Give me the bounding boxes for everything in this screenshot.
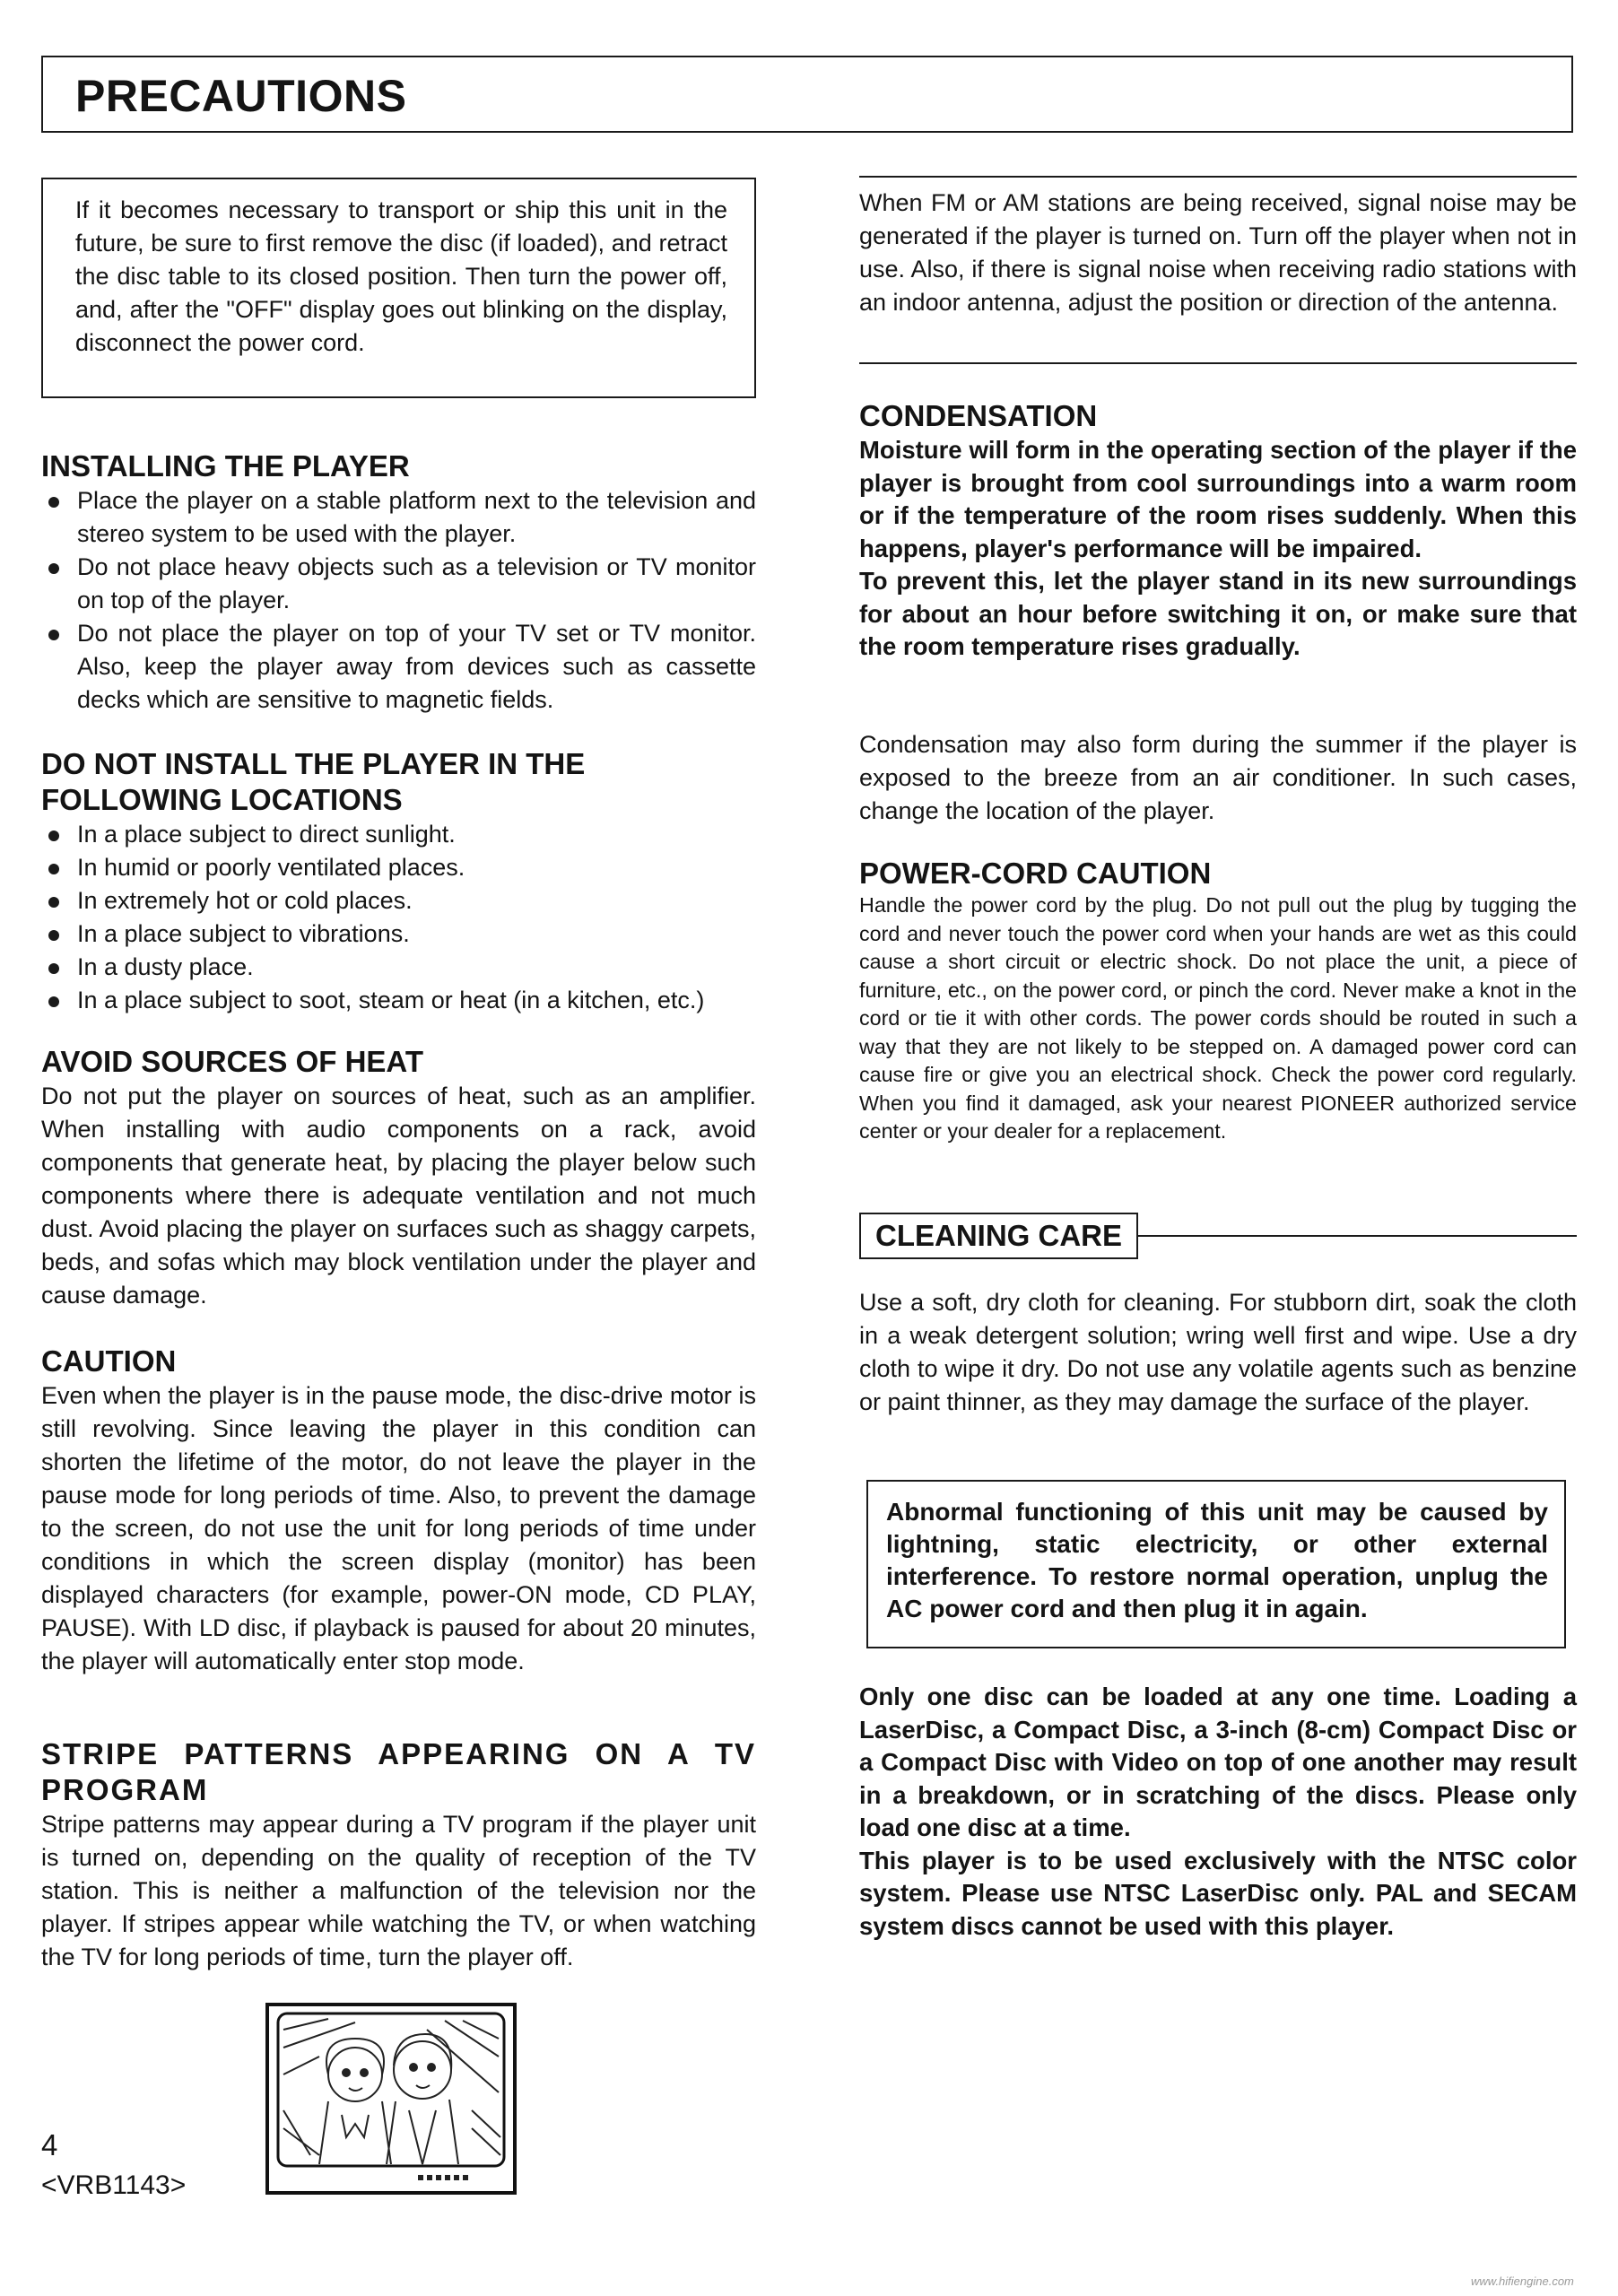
list-item: In a place subject to direct sunlight.: [41, 818, 756, 851]
abnormal-notice-text: Abnormal functioning of this unit may be caused by lightning, static electricity, or other external interference. To restore normal operation, unplug the AC power cord and then plug it in again.: [886, 1498, 1548, 1622]
cleaning-text: Use a soft, dry cloth for cleaning. For stubborn dirt, soak the cloth in a weak detergent solution; wring well first and wipe. Use a dry cloth to wipe it dry. Do not use any volatile agents such as benzine or paint thinner, as they may damage the surface of the player.: [859, 1289, 1577, 1415]
list-item: Do not place the player on top of your TV set or TV monitor. Also, keep the player away from devices such as cassette decks which are sensitive to magnetic fields.: [41, 617, 756, 717]
caution-text: Even when the player is in the pause mode, the disc-drive motor is still revolving. Since leaving the player in this condition can shorten the lifetime of the motor, do not leave the player in the pause mode for long periods of time. Also, to prevent the damage to the screen, do not use the unit for long periods of time under conditions in which the screen display (monitor) has been displayed characters (for example, power-ON mode, CD PLAY, PAUSE). With LD disc, if playback is paused for about 20 minutes, the player will automatically enter stop mode.: [41, 1382, 756, 1674]
list-item: Place the player on a stable platform next to the television and stereo system to be used with the player.: [41, 484, 756, 551]
list-item: In a place subject to vibrations.: [41, 918, 756, 951]
transport-notice-text: If it becomes necessary to transport or ship this unit in the future, be sure to first remove the disc (if loaded), and retract the disc table to its closed position. Then turn the power off, and, after the "OFF" display goes out blinking on the display, disconnect the power cord.: [75, 196, 727, 356]
page-title: PRECAUTIONS: [75, 71, 407, 121]
locations-section: [41, 746, 756, 1017]
disc-note-1: Only one disc can be loaded at any one time. Loading a LaserDisc, a Compact Disc, a 3-inch (8-cm) Compact Disc or a Compact Disc with Video on top of one another may result in a breakdown, or in scratching of the discs. Please only load one disc at a time.: [859, 1683, 1577, 1841]
installing-section: [41, 448, 756, 717]
list-item: Do not place heavy objects such as a television or TV monitor on top of the player.: [41, 551, 756, 617]
cleaning-heading: CLEANING CARE: [859, 1213, 1138, 1259]
heat-heading: AVOID SOURCES OF HEAT: [41, 1045, 423, 1078]
locations-heading: DO NOT INSTALL THE PLAYER IN THE FOLLOWING LOCATIONS: [41, 747, 586, 816]
watermark: www.hifiengine.com: [1471, 2274, 1574, 2288]
disc-note-2: This player is to be used exclusively with the NTSC color system. Please use NTSC LaserDisc only. PAL and SECAM system discs cannot be used with this player.: [859, 1846, 1577, 1940]
transport-notice-box: [41, 178, 756, 398]
cleaning-heading-wrap: [859, 1213, 1577, 1259]
condensation-heading: CONDENSATION: [859, 399, 1098, 432]
condensation-bold-1: Moisture will form in the operating section of the player if the player is brought from cool surroundings into a warm room or if the temperature of the room rises suddenly. When this happens, player's performance will be impaired.: [859, 436, 1577, 562]
abnormal-notice-box: [866, 1480, 1566, 1648]
tv-illustration: [265, 2003, 517, 2195]
condensation-bold-2: To prevent this, let the player stand in its new surroundings for about an hour before switching it on, or make sure that the room temperature rises gradually.: [859, 567, 1577, 660]
list-item: In a dusty place.: [41, 951, 756, 984]
radio-note: [859, 187, 1577, 319]
radio-note-text: When FM or AM stations are being received, signal noise may be generated if the player is turned on. Turn off the player when not in use. Also, if there is signal noise when receiving radio stations with an indoor antenna, adjust the position or direction of the antenna.: [859, 189, 1577, 316]
condensation-text: Condensation may also form during the summer if the player is exposed to the breeze from an air conditioner. In such cases, change the location of the player.: [859, 731, 1577, 824]
power-cord-section: [859, 856, 1577, 1146]
list-item: In extremely hot or cold places.: [41, 884, 756, 918]
disc-notes: [859, 1681, 1577, 1943]
power-cord-text: Handle the power cord by the plug. Do not pull out the plug by tugging the cord and never touch the power cord when your hands are wet as this could cause a short circuit or electric shock. Do not place the unit, a piece of furniture, etc., on the power cord, or pinch the cord. Never make a knot in the cord or tie it with other cords. The power cords should be routed in such a way that they are not likely to be stepped on. A damaged power cord can cause fire or give you an electrical shock. Check the power cord regularly. When you find it damaged, ask your nearest PIONEER authorized service center or your dealer for a replacement.: [859, 893, 1577, 1143]
condensation-extra: [859, 728, 1577, 828]
cleaning-section: [859, 1286, 1577, 1419]
stripe-text: Stripe patterns may appear during a TV program if the player unit is turned on, depending on the quality of reception of the TV station. This is neither a malfunction of the television nor the player. If stripes appear while watching the TV, or when watching the TV for long periods of time, turn the player off.: [41, 1811, 756, 1970]
installing-heading: INSTALLING THE PLAYER: [41, 449, 410, 483]
installing-list: [41, 484, 756, 717]
page-number: 4: [41, 2128, 58, 2161]
stripe-section: [41, 1736, 756, 1974]
caution-section: [41, 1344, 756, 1678]
divider: [859, 176, 1577, 178]
divider: [859, 362, 1577, 364]
power-cord-heading: POWER-CORD CAUTION: [859, 857, 1212, 890]
list-item: In humid or poorly ventilated places.: [41, 851, 756, 884]
locations-list: [41, 818, 756, 1017]
doc-code: <VRB1143>: [41, 2170, 187, 2200]
heat-section: [41, 1044, 756, 1312]
caution-heading: CAUTION: [41, 1344, 177, 1378]
title-box: [41, 56, 1573, 133]
condensation-section: [859, 398, 1577, 664]
stripe-heading: STRIPE PATTERNS APPEARING ON A TV PROGRAM: [41, 1737, 756, 1806]
list-item: In a place subject to soot, steam or heat (in a kitchen, etc.): [41, 984, 756, 1017]
heat-text: Do not put the player on sources of heat, such as an amplifier. When installing with audio components on a rack, avoid components that generate heat, by placing the player below such components where there is adequate ventilation and not much dust. Avoid placing the player on surfaces such as shaggy carpets, beds, and sofas which may block ventilation under the player and cause damage.: [41, 1083, 756, 1309]
